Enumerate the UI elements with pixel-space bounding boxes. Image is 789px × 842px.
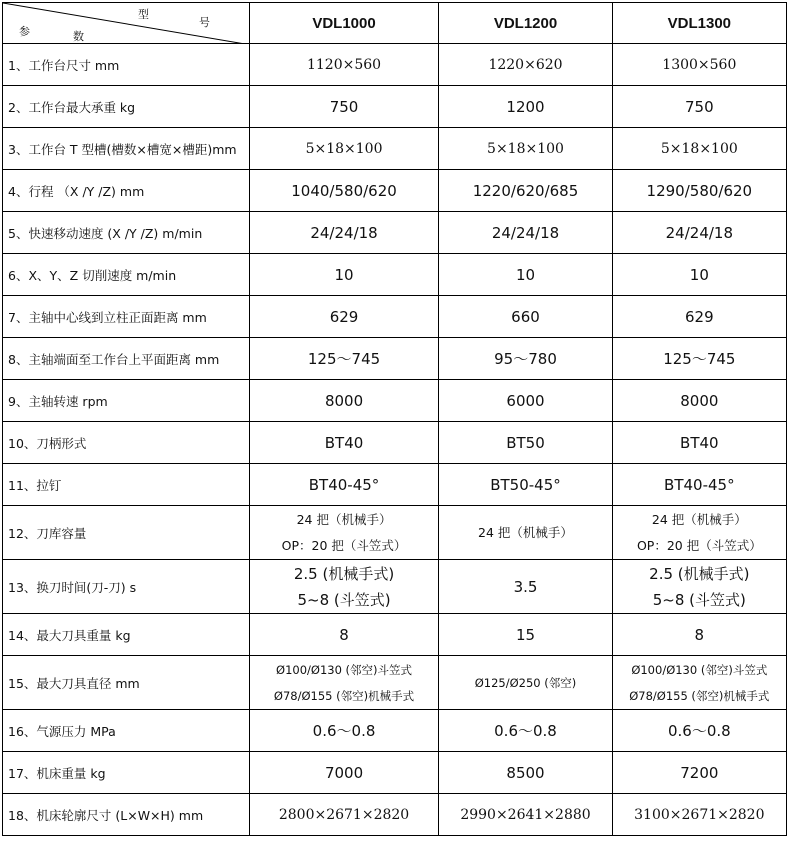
value-cell-model-2 [439,614,612,656]
value-line: 1120×560 [306,56,382,73]
value-line: 10 [515,265,536,284]
value-line: 24/24/18 [665,223,734,242]
value-line: BT40-45° [664,475,735,494]
model-header-vdl1000: VDL1000 [249,3,439,44]
value-line: 5×18×100 [660,140,738,157]
value-cell-model-1 [249,254,439,296]
value-line: 3.5 [513,577,538,596]
value-line: 24/24/18 [310,223,378,242]
value-cell-model-1 [249,212,439,254]
param-label: 8、主轴端面至工作台上平面距离 mm [3,338,250,380]
value-line: 5~8 (斗笠式) [652,590,746,609]
value-line: 1220×620 [488,56,563,73]
value-cell-model-3 [612,710,786,752]
value-cell-model-2 [439,296,612,338]
value-cell-model-1 [249,614,439,656]
value-cell-model-1 [249,296,439,338]
value-line: 2990×2641×2880 [460,806,591,823]
value-line: BT40 [324,433,364,452]
value-line: 95～780 [494,350,557,368]
value-cell-model-2 [439,422,612,464]
param-label: 10、刀柄形式 [3,422,250,464]
value-line: 7000 [324,763,364,782]
value-line: 0.6～0.8 [494,722,557,740]
value-cell-model-2 [439,212,612,254]
value-line: 5~8 (斗笠式) [297,590,391,609]
table-row [3,380,787,422]
value-cell-model-2 [439,656,612,710]
value-line: 1300×560 [662,56,737,73]
value-line: OP：20 把（斗笠式） [636,537,762,553]
value-cell-model-2 [439,44,612,86]
value-cell-model-3 [612,86,786,128]
value-cell-model-2 [439,506,612,560]
value-line: 125～745 [663,350,736,368]
table-row [3,128,787,170]
value-cell-model-1 [249,380,439,422]
value-line: Ø125/Ø250 (邻空) [474,675,577,690]
value-cell-model-1 [249,752,439,794]
header-model-char-1: 型 [138,8,149,21]
value-cell-model-3 [612,794,786,836]
param-label: 16、气源压力 MPa [3,710,250,752]
value-line: 1220/620/685 [472,181,579,200]
value-cell-model-3 [612,44,786,86]
value-cell-model-2 [439,710,612,752]
value-cell-model-3 [612,380,786,422]
value-cell-model-1 [249,86,439,128]
value-cell-model-2 [439,560,612,614]
value-line: 24 把（机械手） [296,511,392,527]
value-cell-model-3 [612,464,786,506]
value-line: 10 [334,265,354,284]
table-row [3,506,787,560]
value-cell-model-1 [249,128,439,170]
value-cell-model-3 [612,656,786,710]
value-line: 7200 [680,763,719,782]
value-line: 2.5 (机械手式) [293,564,395,583]
value-cell-model-2 [439,380,612,422]
value-line: 0.6～0.8 [667,722,731,740]
value-cell-model-1 [249,44,439,86]
spec-table [2,2,787,836]
table-row [3,710,787,752]
param-label: 5、快速移动速度 (X /Y /Z) m/min [3,212,250,254]
value-line: 1040/580/620 [291,181,397,200]
value-cell-model-2 [439,170,612,212]
value-cell-model-1 [249,506,439,560]
value-cell-model-1 [249,656,439,710]
value-line: 125～745 [307,350,381,368]
value-cell-model-2 [439,86,612,128]
value-line: 3100×2671×2820 [634,806,765,823]
table-row [3,338,787,380]
table-row [3,170,787,212]
param-label: 6、X、Y、Z 切削速度 m/min [3,254,250,296]
value-cell-model-3 [612,422,786,464]
table-row [3,44,787,86]
value-line: 24 把（机械手） [478,524,573,540]
table-row [3,296,787,338]
value-line: 8500 [506,763,545,782]
value-cell-model-2 [439,464,612,506]
value-cell-model-2 [439,338,612,380]
diagonal-header-cell [3,3,250,44]
table-row [3,560,787,614]
param-label: 2、工作台最大承重 kg [3,86,250,128]
param-label: 12、刀库容量 [3,506,250,560]
value-line: 629 [329,307,359,326]
value-line: Ø100/Ø130 (邻空)斗笠式 [276,662,413,677]
value-line: 24 把（机械手） [651,511,747,527]
param-label: 1、工作台尺寸 mm [3,44,250,86]
value-line: 1290/580/620 [646,181,753,200]
header-param-char-2: 数 [73,30,84,43]
value-cell-model-1 [249,464,439,506]
table-row [3,422,787,464]
value-line: 0.6～0.8 [312,722,376,740]
value-line: 1200 [506,97,545,116]
header-row [3,3,787,44]
value-line: Ø78/Ø155 (邻空)机械手式 [629,688,770,703]
table-row [3,86,787,128]
value-line: Ø100/Ø130 (邻空)斗笠式 [631,662,768,677]
value-line: BT40 [680,433,719,452]
param-label: 14、最大刀具重量 kg [3,614,250,656]
table-row [3,656,787,710]
value-cell-model-2 [439,254,612,296]
value-cell-model-1 [249,422,439,464]
table-row [3,254,787,296]
model-header-vdl1300: VDL1300 [612,3,786,44]
value-line: 24/24/18 [491,223,560,242]
value-cell-model-3 [612,128,786,170]
value-line: 5×18×100 [487,140,564,157]
value-cell-model-3 [612,170,786,212]
value-line: 750 [329,97,359,116]
value-cell-model-3 [612,212,786,254]
value-line: 15 [515,625,536,644]
value-line: Ø78/Ø155 (邻空)机械手式 [273,688,415,703]
value-line: 6000 [506,391,545,410]
value-line: BT50-45° [490,475,561,494]
value-line: 8 [339,625,349,644]
header-param-char-1: 参 [19,25,30,38]
param-label: 3、工作台 T 型槽(槽数×槽宽×槽距)mm [3,128,250,170]
table-row [3,464,787,506]
value-cell-model-2 [439,128,612,170]
value-cell-model-3 [612,296,786,338]
value-cell-model-1 [249,560,439,614]
table-row [3,614,787,656]
param-label: 13、换刀时间(刀-刀) s [3,560,250,614]
value-cell-model-1 [249,794,439,836]
value-cell-model-2 [439,752,612,794]
value-cell-model-3 [612,614,786,656]
value-cell-model-3 [612,506,786,560]
value-cell-model-3 [612,560,786,614]
value-cell-model-1 [249,710,439,752]
value-cell-model-1 [249,170,439,212]
value-cell-model-3 [612,338,786,380]
param-label: 11、拉钉 [3,464,250,506]
value-line: 8000 [324,391,364,410]
value-line: BT50 [506,433,545,452]
value-line: 2.5 (机械手式) [649,564,750,583]
param-label: 4、行程 （X /Y /Z) mm [3,170,250,212]
spec-table-body [3,44,787,836]
value-line: 660 [511,307,540,326]
param-label: 7、主轴中心线到立柱正面距离 mm [3,296,250,338]
value-line: 5×18×100 [305,140,383,157]
value-line: 10 [689,265,709,284]
value-line: 8 [694,625,705,644]
value-line: 8000 [680,391,719,410]
value-line: OP：20 把（斗笠式） [281,537,407,553]
value-cell-model-2 [439,794,612,836]
value-line: 2800×2671×2820 [278,806,410,823]
table-row [3,794,787,836]
param-label: 17、机床重量 kg [3,752,250,794]
value-cell-model-1 [249,338,439,380]
value-cell-model-3 [612,752,786,794]
table-row [3,752,787,794]
value-line: BT40-45° [308,475,380,494]
table-row [3,212,787,254]
param-label: 15、最大刀具直径 mm [3,656,250,710]
value-line: 629 [685,307,714,326]
model-header-vdl1200: VDL1200 [439,3,612,44]
value-line: 750 [685,97,714,116]
param-label: 18、机床轮廓尺寸 (L×W×H) mm [3,794,250,836]
value-cell-model-3 [612,254,786,296]
param-label: 9、主轴转速 rpm [3,380,250,422]
header-model-char-2: 号 [199,16,210,29]
